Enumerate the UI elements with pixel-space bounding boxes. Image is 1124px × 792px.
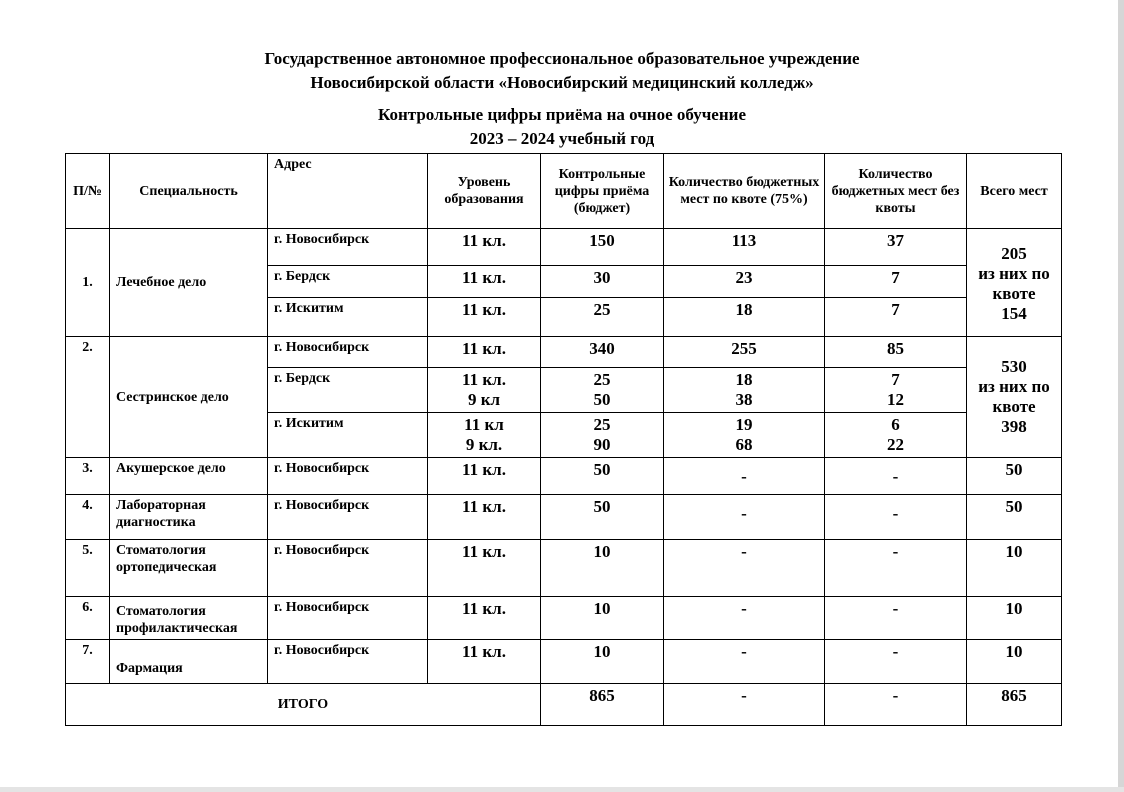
- noquota-cell: 85: [825, 337, 967, 368]
- noquota-cell: 7: [825, 298, 967, 337]
- specialty-name: Фармация: [110, 640, 268, 684]
- quota-cell: 113: [664, 229, 825, 266]
- col-header-level: Уровень образования: [428, 154, 541, 229]
- level-cell: 11 кл.: [428, 640, 541, 684]
- academic-year: 2023 – 2024 учебный год: [469, 129, 655, 148]
- noquota-cell: -: [825, 458, 967, 495]
- total-cell: 50: [967, 458, 1062, 495]
- control-cell: 340: [541, 337, 664, 368]
- institution-title-line-2: Новосибирской области «Новосибирский медицинский колледж»: [310, 73, 814, 92]
- quota-cell: 19 68: [664, 413, 825, 458]
- quota-cell: -: [664, 458, 825, 495]
- table-row: [66, 337, 1062, 368]
- address-cell: г. Новосибирск: [268, 597, 428, 640]
- noquota-cell: 6 22: [825, 413, 967, 458]
- control-cell: 30: [541, 266, 664, 298]
- row-number: 6.: [66, 597, 110, 640]
- total-cell: 10: [967, 640, 1062, 684]
- row-number: 4.: [66, 495, 110, 540]
- address-cell: г. Новосибирск: [268, 229, 428, 266]
- control-cell: 50: [541, 495, 664, 540]
- specialty-name: Акушерское дело: [110, 458, 268, 495]
- table-row: [66, 597, 1062, 640]
- address-cell: г. Искитим: [268, 298, 428, 337]
- totals-row: [66, 684, 1062, 726]
- control-cell: 25 50: [541, 368, 664, 413]
- totals-quota: -: [664, 684, 825, 726]
- col-header-address: Адрес: [268, 154, 428, 229]
- quota-cell: -: [664, 640, 825, 684]
- control-cell: 25: [541, 298, 664, 337]
- table-row: [66, 495, 1062, 540]
- address-cell: г. Искитим: [268, 413, 428, 458]
- row-number: 2.: [66, 337, 110, 458]
- col-header-specialty: Специальность: [110, 154, 268, 229]
- level-cell: 11 кл.: [428, 495, 541, 540]
- specialty-name: Стоматология профилактическая: [110, 597, 268, 640]
- quota-cell: 23: [664, 266, 825, 298]
- total-cell: 10: [967, 597, 1062, 640]
- row-number: 5.: [66, 540, 110, 597]
- level-cell: 11 кл.: [428, 298, 541, 337]
- totals-noquota: -: [825, 684, 967, 726]
- level-cell: 11 кл.: [428, 229, 541, 266]
- address-cell: г. Бердск: [268, 368, 428, 413]
- address-cell: г. Новосибирск: [268, 458, 428, 495]
- level-cell: 11 кл.: [428, 540, 541, 597]
- institution-title-line-1: Государственное автономное профессиональное образовательное учреждение: [264, 49, 860, 68]
- quota-cell: 18: [664, 298, 825, 337]
- address-cell: г. Новосибирск: [268, 495, 428, 540]
- address-cell: г. Новосибирск: [268, 540, 428, 597]
- quota-cell: -: [664, 540, 825, 597]
- totals-control: 865: [541, 684, 664, 726]
- level-cell: 11 кл.: [428, 597, 541, 640]
- total-cell: 205 из них по квоте 154: [967, 229, 1062, 337]
- row-number: 3.: [66, 458, 110, 495]
- specialty-name: Лечебное дело: [110, 229, 268, 337]
- total-cell: 530 из них по квоте 398: [967, 337, 1062, 458]
- row-number: 1.: [66, 229, 110, 337]
- specialty-name: Стоматология ортопедическая: [110, 540, 268, 597]
- quota-cell: 255: [664, 337, 825, 368]
- level-cell: 11 кл. 9 кл: [428, 368, 541, 413]
- table-row: [66, 640, 1062, 684]
- page-edge-bottom: [0, 787, 1124, 792]
- admission-table: [65, 153, 1062, 726]
- level-cell: 11 кл.: [428, 337, 541, 368]
- col-header-quota: Количество бюджетных мест по квоте (75%): [664, 154, 825, 229]
- address-cell: г. Новосибирск: [268, 640, 428, 684]
- level-cell: 11 кл 9 кл.: [428, 413, 541, 458]
- table-row: [66, 540, 1062, 597]
- col-header-control: Контрольные цифры приёма (бюджет): [541, 154, 664, 229]
- total-cell: 10: [967, 540, 1062, 597]
- noquota-cell: -: [825, 540, 967, 597]
- table-row: [66, 458, 1062, 495]
- noquota-cell: -: [825, 640, 967, 684]
- row-number: 7.: [66, 640, 110, 684]
- col-header-noquota: Количество бюджетных мест без квоты: [825, 154, 967, 229]
- col-header-total: Всего мест: [967, 154, 1062, 229]
- totals-label: ИТОГО: [66, 684, 541, 726]
- specialty-name: Лабораторная диагностика: [110, 495, 268, 540]
- document-title: Контрольные цифры приёма на очное обучение: [378, 105, 746, 124]
- noquota-cell: -: [825, 597, 967, 640]
- control-cell: 10: [541, 640, 664, 684]
- level-cell: 11 кл.: [428, 266, 541, 298]
- address-cell: г. Новосибирск: [268, 337, 428, 368]
- quota-cell: 18 38: [664, 368, 825, 413]
- noquota-cell: -: [825, 495, 967, 540]
- quota-cell: -: [664, 495, 825, 540]
- total-cell: 50: [967, 495, 1062, 540]
- table-row: [66, 229, 1062, 266]
- noquota-cell: 7: [825, 266, 967, 298]
- noquota-cell: 7 12: [825, 368, 967, 413]
- control-cell: 25 90: [541, 413, 664, 458]
- col-header-num: П/№: [66, 154, 110, 229]
- control-cell: 10: [541, 540, 664, 597]
- totals-total: 865: [967, 684, 1062, 726]
- control-cell: 50: [541, 458, 664, 495]
- address-cell: г. Бердск: [268, 266, 428, 298]
- noquota-cell: 37: [825, 229, 967, 266]
- control-cell: 10: [541, 597, 664, 640]
- level-cell: 11 кл.: [428, 458, 541, 495]
- quota-cell: -: [664, 597, 825, 640]
- specialty-name: Сестринское дело: [110, 337, 268, 458]
- control-cell: 150: [541, 229, 664, 266]
